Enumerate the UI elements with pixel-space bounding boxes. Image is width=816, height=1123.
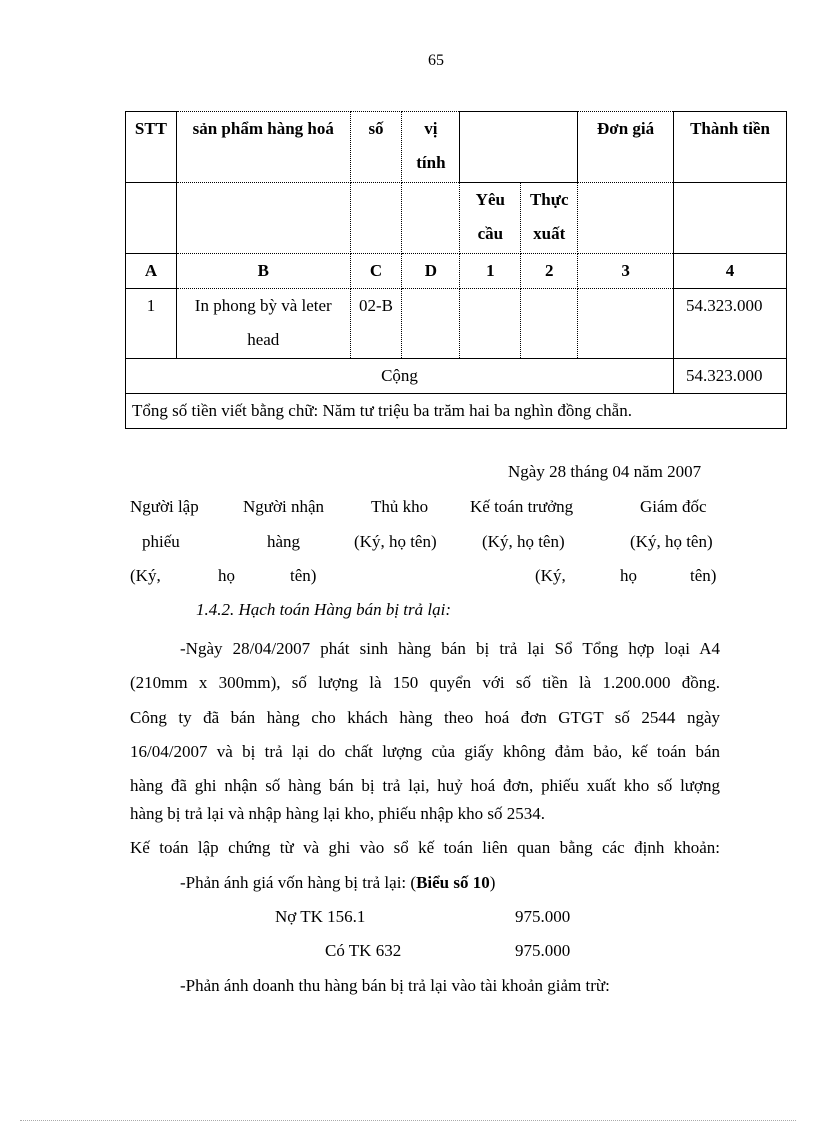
row-code: 02-B: [350, 289, 402, 359]
column-code: 4: [674, 254, 787, 289]
page-bottom-border: [20, 1120, 796, 1121]
amount-in-words: Tổng số tiền viết bằng chữ: Năm tư triệu ba trăm hai ba nghìn đồng chẵn.: [126, 394, 787, 429]
entry-credit-account: Có TK 632: [325, 941, 402, 960]
date-line: Ngày 28 tháng 04 năm 2007: [508, 462, 702, 481]
column-code: 1: [460, 254, 521, 289]
invoice-table: [125, 111, 787, 429]
row-stt: 1: [126, 289, 177, 359]
header-qty-requested-2: cầu: [477, 224, 504, 243]
header-qty-requested-1: Yêu: [475, 190, 505, 209]
column-code: C: [350, 254, 402, 289]
column-code-row: [126, 254, 787, 289]
sig-storekeeper-note: (Ký, họ tên): [354, 532, 437, 551]
cost-line: [180, 873, 495, 893]
paragraph-line: Công ty đã bán hàng cho khách hàng theo hoá đơn GTGT số 2544 ngày: [130, 707, 720, 727]
revenue-line: -Phản ánh doanh thu hàng bán bị trả lại vào tài khoản giảm trừ:: [180, 976, 610, 995]
paragraph-last-line: hàng bị trả lại và nhập hàng lại kho, phiếu nhập kho số 2534.: [130, 804, 545, 823]
header-unit-price: Đơn giá: [597, 119, 655, 138]
row-product-2: head: [247, 330, 280, 349]
sig-director-title: Giám đốc: [640, 497, 707, 516]
sig-receiver-title-2: hàng: [267, 532, 301, 551]
header-qty-actual-1: Thực: [529, 190, 569, 209]
section-heading: 1.4.2. Hạch toán Hàng bán bị trả lại:: [196, 600, 451, 619]
column-code: A: [126, 254, 177, 289]
page-number: 65: [428, 52, 444, 69]
sig-preparer-note: họ: [218, 566, 235, 585]
column-code: 3: [578, 254, 674, 289]
cost-line-ref: Biểu số 10: [416, 873, 490, 892]
header-amount: Thành tiền: [690, 119, 770, 138]
header-stt: STT: [134, 119, 168, 138]
column-code: 2: [521, 254, 578, 289]
row-amount: 54.323.000: [674, 289, 787, 359]
paragraph-line: (210mm x 300mm), số lượng là 150 quyển với số tiền là 1.200.000 đồng.: [130, 673, 720, 693]
column-code: D: [402, 254, 460, 289]
column-code: B: [176, 254, 350, 289]
row-product-1: In phong bỳ và leter: [194, 296, 332, 315]
paragraph-line: 16/04/2007 và bị trả lại do chất lượng của giấy không đảm bảo, kế toán bán: [130, 741, 720, 761]
sig-accountant-note-2: tên): [690, 566, 717, 585]
in-words-row: [126, 394, 787, 429]
table-subheader-row: [126, 183, 787, 254]
header-code: số: [368, 119, 384, 138]
cost-line-suffix: ): [489, 873, 496, 892]
entry-debit-amount: 975.000: [515, 907, 571, 926]
total-amount: 54.323.000: [674, 359, 787, 394]
sig-preparer-title-2: phiếu: [142, 532, 180, 551]
sig-director-note: (Ký, họ tên): [630, 532, 713, 551]
sig-storekeeper-title: Thủ kho: [371, 497, 429, 516]
paragraph-line: -Ngày 28/04/2007 phát sinh hàng bán bị trả lại Sổ Tổng hợp loại A4: [180, 639, 720, 658]
cost-line-prefix: -Phản ánh giá vốn hàng bị trả lại: (: [180, 873, 417, 892]
paragraph-returned-goods: [130, 632, 720, 803]
entry-credit-amount: 975.000: [515, 941, 571, 960]
sig-accountant-note: (Ký, họ tên): [482, 532, 565, 551]
table-header-row: [126, 112, 787, 183]
entry-debit-account: Nợ TK 156.1: [275, 907, 366, 926]
header-product: sản phẩm hàng hoá: [192, 119, 334, 138]
sig-preparer-note: tên): [290, 566, 317, 585]
paragraph-line: hàng đã ghi nhận số hàng bán bị trả lại, huỷ hoá đơn, phiếu xuất kho số lượng: [130, 776, 720, 796]
total-row: [126, 359, 787, 394]
sig-preparer-note: (Ký,: [130, 566, 161, 585]
sig-accountant-title: Kế toán trưởng: [470, 497, 574, 516]
total-label: Cộng: [126, 359, 674, 394]
paragraph-entries-intro: Kế toán lập chứng từ và ghi vào sổ kế toán liên quan bằng các định khoản:: [130, 838, 720, 857]
sig-receiver-title: Người nhận: [243, 497, 324, 516]
header-unit-2: tính: [416, 153, 446, 172]
header-unit-1: vị: [424, 119, 438, 138]
sig-accountant-note-2: họ: [620, 566, 637, 585]
sig-accountant-note-2: (Ký,: [535, 566, 566, 585]
table-row: [126, 289, 787, 359]
header-qty-actual-2: xuất: [533, 224, 566, 243]
sig-preparer-title: Người lập: [130, 497, 199, 516]
